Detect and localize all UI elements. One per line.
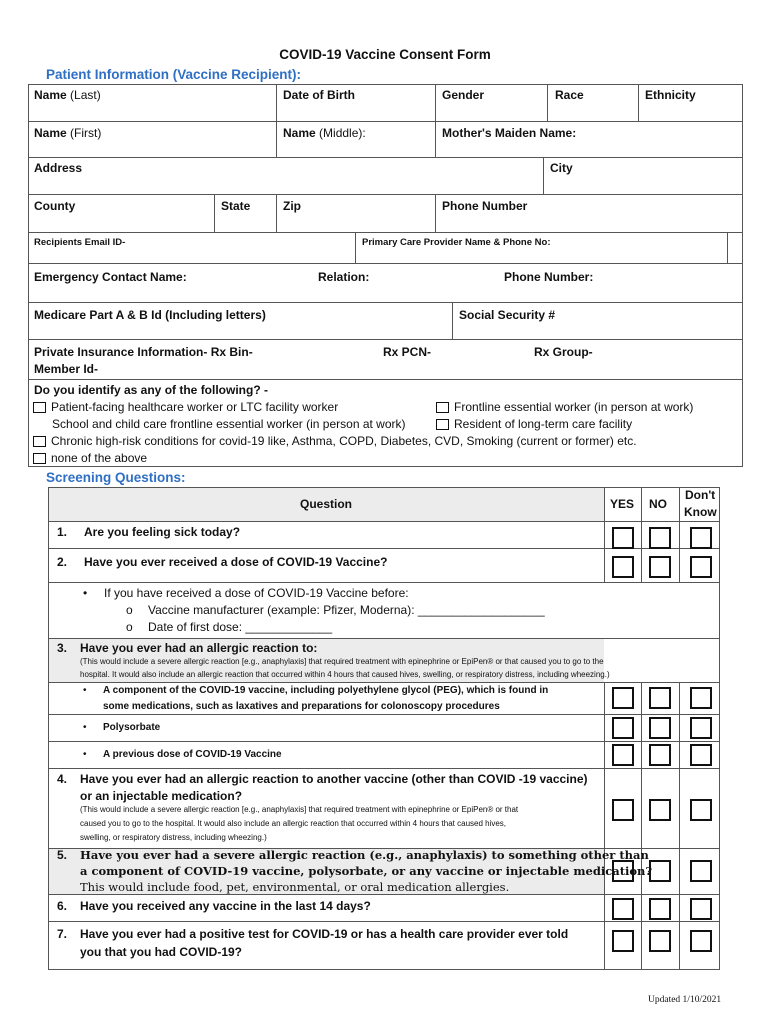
checkbox-icon[interactable] — [436, 419, 449, 430]
identify-option-healthcare[interactable]: Patient-facing healthcare worker or LTC facility worker — [33, 400, 338, 414]
q1-dontknow-checkbox[interactable] — [690, 527, 712, 549]
member-id-label: Member Id- — [34, 362, 99, 376]
q2-yes-checkbox[interactable] — [612, 556, 634, 578]
q3a-dontknow-checkbox[interactable] — [690, 687, 712, 709]
ssn-label: Social Security # — [459, 308, 556, 322]
q3a-text-1: A component of the COVID-19 vaccine, including polyethylene glycol (PEG), which is found in — [103, 685, 549, 696]
q5-no-checkbox[interactable] — [649, 860, 671, 882]
q2-sub-manufacturer: Vaccine manufacturer (example: Pfizer, Moderna): ___________________ — [148, 603, 545, 617]
ethnicity-label: Ethnicity — [645, 88, 696, 102]
identify-option-resident[interactable]: Resident of long-term care facility — [436, 417, 632, 431]
q5-text-3: This would include food, pet, environmental, or oral medication allergies. — [80, 880, 510, 894]
checkbox-icon[interactable] — [33, 453, 46, 464]
private-insurance-label: Private Insurance Information- Rx Bin- — [34, 345, 253, 359]
q2-sub-first-dose: Date of first dose: _____________ — [148, 620, 333, 634]
updated-date: Updated 1/10/2021 — [648, 995, 722, 1005]
q5-text-2: a component of COVID-19 vaccine, polysorbate, or any vaccine or injectable medication? — [80, 864, 653, 878]
q7-yes-checkbox[interactable] — [612, 930, 634, 952]
q3b-no-checkbox[interactable] — [649, 717, 671, 739]
identify-option-none[interactable]: none of the above — [33, 451, 147, 465]
q4-note-1: (This would include a severe allergic reaction [e.g., anaphylaxis] that required treatment with epinephrine or EpiPen® or that — [80, 805, 519, 814]
q2-sub-text: If you have received a dose of COVID-19 Vaccine before: — [104, 586, 409, 600]
screening-section-title: Screening Questions: — [46, 470, 186, 485]
city-label: City — [550, 161, 573, 175]
q4-text-1: Have you ever had an allergic reaction to another vaccine (other than COVID -19 vaccine) — [80, 772, 588, 786]
q4-no-checkbox[interactable] — [649, 799, 671, 821]
q3-text: Have you ever had an allergic reaction to: — [80, 641, 318, 655]
q7-number: 7. — [57, 927, 68, 941]
checkbox-icon[interactable] — [33, 402, 46, 413]
col-yes-header: YES — [610, 497, 635, 511]
state-label: State — [221, 199, 251, 213]
q7-dontknow-checkbox[interactable] — [690, 930, 712, 952]
q7-no-checkbox[interactable] — [649, 930, 671, 952]
q6-no-checkbox[interactable] — [649, 898, 671, 920]
q1-text: Are you feeling sick today? — [84, 525, 241, 539]
emergency-contact-label: Emergency Contact Name: — [34, 270, 187, 284]
q4-dontknow-checkbox[interactable] — [690, 799, 712, 821]
q6-yes-checkbox[interactable] — [612, 898, 634, 920]
q3a-bullet-icon: • — [83, 685, 87, 696]
q3a-yes-checkbox[interactable] — [612, 687, 634, 709]
col-dontknow-header-2: Know — [684, 505, 717, 519]
q2-text: Have you ever received a dose of COVID-19 Vaccine? — [84, 555, 388, 569]
q1-yes-checkbox[interactable] — [612, 527, 634, 549]
q2-circle-icon-b: o — [126, 620, 133, 634]
race-label: Race — [555, 88, 584, 102]
q3-note-1: (This would include a severe allergic reaction [e.g., anaphylaxis] that required treatment with epinephrine or EpiPen® or that caused you to go to the — [80, 657, 604, 666]
q3c-dontknow-checkbox[interactable] — [690, 744, 712, 766]
identify-question: Do you identify as any of the following? - — [34, 383, 268, 397]
q3c-text: A previous dose of COVID-19 Vaccine — [103, 749, 282, 760]
q7-text-2: you that you had COVID-19? — [80, 945, 243, 959]
q2-circle-icon-a: o — [126, 603, 133, 617]
q3c-no-checkbox[interactable] — [649, 744, 671, 766]
q6-text: Have you received any vaccine in the last 14 days? — [80, 899, 371, 913]
col-question-header: Question — [300, 497, 353, 511]
q3a-no-checkbox[interactable] — [649, 687, 671, 709]
q7-text-1: Have you ever had a positive test for COVID-19 or has a health care provider ever told — [80, 927, 569, 941]
medicare-label: Medicare Part A & B Id (Including letters) — [34, 308, 266, 322]
q3a-text-2: some medications, such as laxatives and preparations for colonoscopy procedures — [103, 701, 500, 712]
rx-pcn-label: Rx PCN- — [383, 345, 432, 359]
identify-option-school: School and child care frontline essential worker (in person at work) — [52, 417, 406, 431]
name-last-label: Name (Last) — [34, 88, 101, 102]
q2-number: 2. — [57, 555, 68, 569]
q1-number: 1. — [57, 525, 68, 539]
form-title: COVID-19 Vaccine Consent Form — [279, 47, 491, 62]
rx-group-label: Rx Group- — [534, 345, 593, 359]
q5-text-1: Have you ever had a severe allergic reaction (e.g., anaphylaxis) to something other than — [80, 848, 649, 862]
identify-option-frontline[interactable]: Frontline essential worker (in person at work) — [436, 400, 693, 414]
q2-no-checkbox[interactable] — [649, 556, 671, 578]
q5-number: 5. — [57, 848, 68, 862]
q3b-bullet-icon: • — [83, 722, 87, 733]
email-label: Recipients Email ID- — [34, 237, 126, 248]
q6-number: 6. — [57, 899, 68, 913]
mothers-maiden-label: Mother's Maiden Name: — [442, 126, 577, 140]
col-no-header: NO — [649, 497, 667, 511]
pcp-label: Primary Care Provider Name & Phone No: — [362, 237, 551, 248]
q5-dontknow-checkbox[interactable] — [690, 860, 712, 882]
q4-note-3: swelling, or respiratory distress, including wheezing.) — [80, 833, 267, 842]
phone-label: Phone Number — [442, 199, 528, 213]
relation-label: Relation: — [318, 270, 370, 284]
address-label: Address — [34, 161, 83, 175]
county-label: County — [34, 199, 76, 213]
q2-bullet-icon: • — [83, 586, 88, 600]
q4-note-2: caused you to go to the hospital. It would also include an allergic reaction that occurred within 4 hours that caused hives, — [80, 819, 507, 828]
emergency-phone-label: Phone Number: — [504, 270, 594, 284]
q3-note-2: hospital. It would also include an allergic reaction that occurred within 4 hours that caused hives, swelling, or respiratory distress, including wheezing.) — [80, 670, 610, 679]
q3c-yes-checkbox[interactable] — [612, 744, 634, 766]
q4-text-2: or an injectable medication? — [80, 789, 243, 803]
checkbox-icon[interactable] — [436, 402, 449, 413]
zip-label: Zip — [283, 199, 301, 213]
q6-dontknow-checkbox[interactable] — [690, 898, 712, 920]
q3c-bullet-icon: • — [83, 749, 87, 760]
q4-number: 4. — [57, 772, 68, 786]
q3b-yes-checkbox[interactable] — [612, 717, 634, 739]
name-middle-label: Name (Middle): — [283, 126, 366, 140]
dob-label: Date of Birth — [283, 88, 355, 102]
identify-option-chronic[interactable]: Chronic high-risk conditions for covid-19 like, Asthma, COPD, Diabetes, CVD, Smoking (current or former) etc. — [33, 434, 637, 448]
patient-section-title: Patient Information (Vaccine Recipient): — [46, 67, 302, 82]
q3b-text: Polysorbate — [103, 722, 161, 733]
checkbox-icon[interactable] — [33, 436, 46, 447]
q1-no-checkbox[interactable] — [649, 527, 671, 549]
gender-label: Gender — [442, 88, 485, 102]
q5-yes-checkbox[interactable] — [612, 860, 634, 882]
q3b-dontknow-checkbox[interactable] — [690, 717, 712, 739]
col-dontknow-header-1: Don't — [685, 488, 716, 502]
name-first-label: Name (First) — [34, 126, 102, 140]
q2-dontknow-checkbox[interactable] — [690, 556, 712, 578]
q4-yes-checkbox[interactable] — [612, 799, 634, 821]
q3-number: 3. — [57, 641, 68, 655]
